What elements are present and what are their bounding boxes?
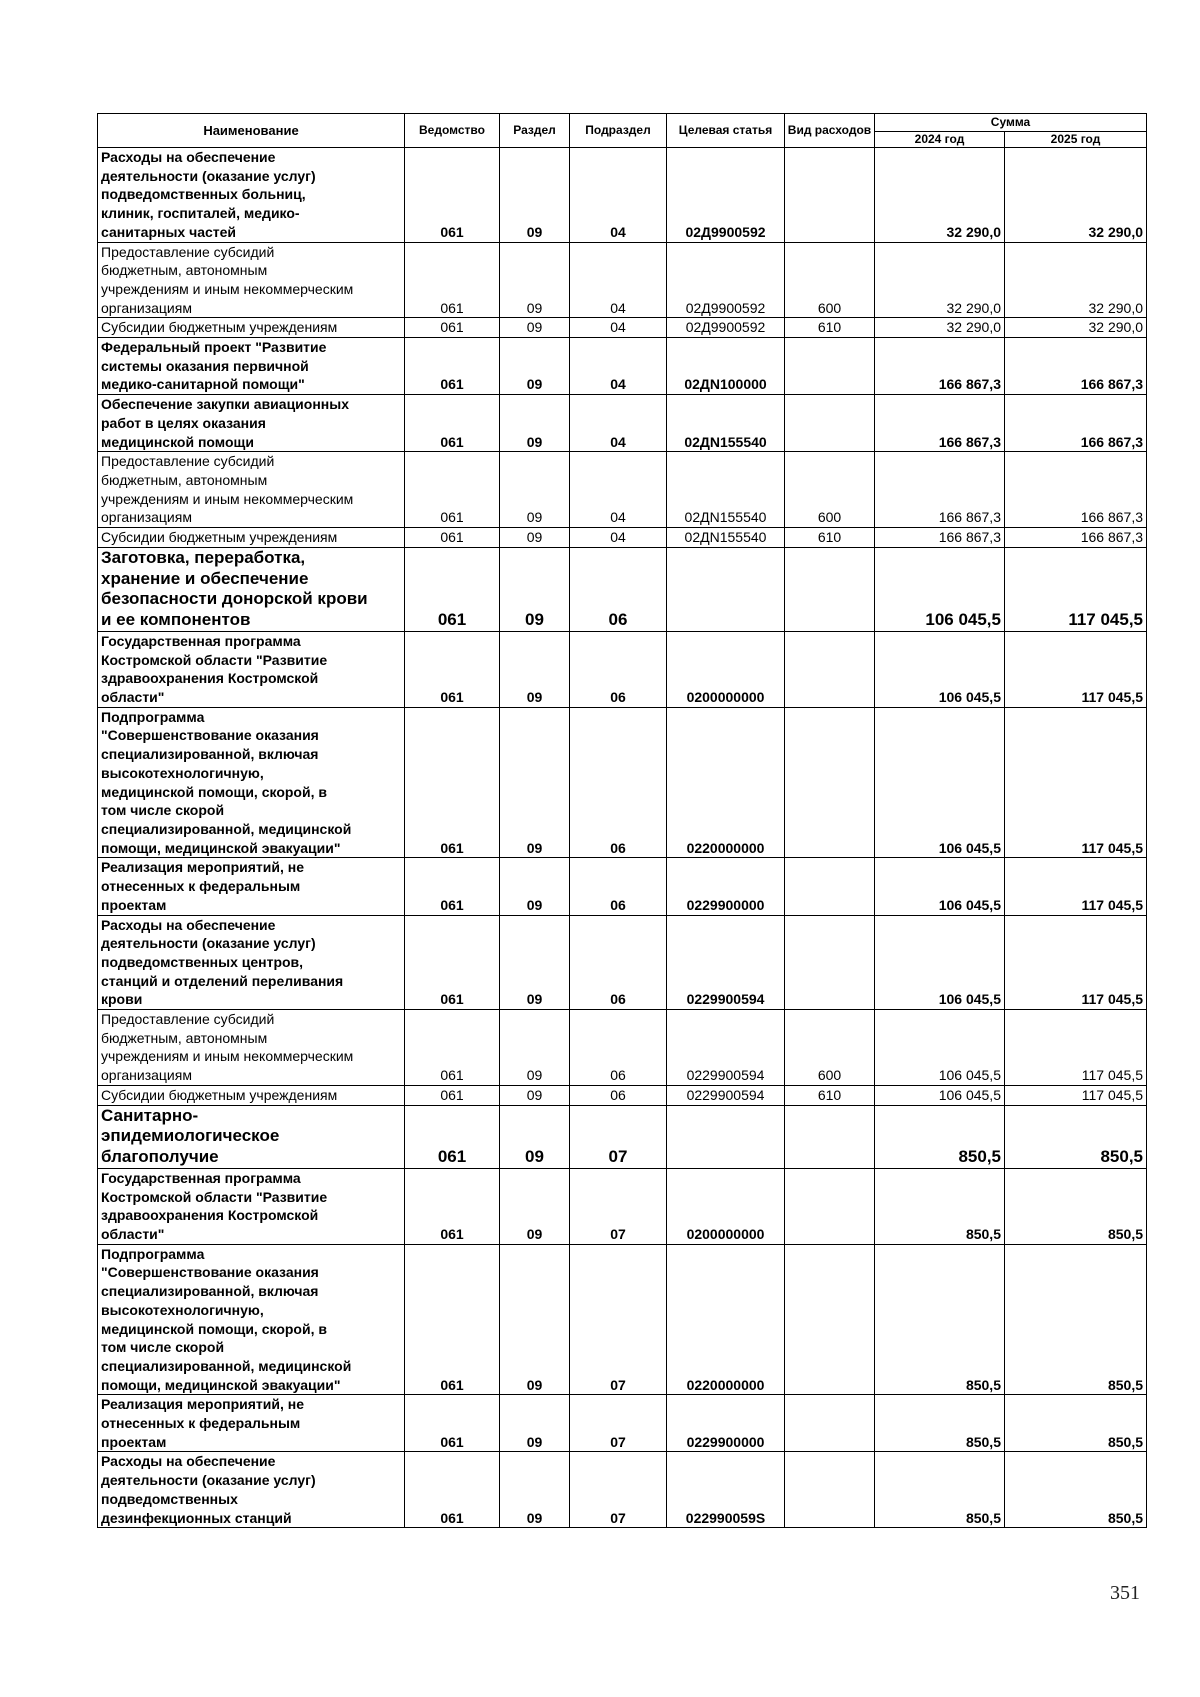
row-sum-2024: 32 290,0: [875, 148, 1005, 243]
row-subsection: 04: [570, 395, 667, 452]
row-sum-2024: 106 045,5: [875, 858, 1005, 915]
row-target: 0200000000: [667, 631, 785, 707]
row-subsection: 04: [570, 528, 667, 548]
row-section: 09: [500, 528, 570, 548]
row-subsection: 06: [570, 707, 667, 858]
row-kind: 600: [785, 1010, 875, 1086]
row-name: Предоставление субсидий бюджетным, автономным учреждениям и иным некоммерческим организациям: [98, 1010, 405, 1086]
row-subsection: 04: [570, 318, 667, 338]
row-name: Предоставление субсидий бюджетным, автономным учреждениям и иным некоммерческим организациям: [98, 452, 405, 528]
row-name: Субсидии бюджетным учреждениям: [98, 528, 405, 548]
row-dept: 061: [405, 547, 500, 631]
row-dept: 061: [405, 707, 500, 858]
row-kind: [785, 1395, 875, 1452]
row-dept: 061: [405, 915, 500, 1010]
row-sum-2025: 32 290,0: [1005, 318, 1147, 338]
row-section: 09: [500, 148, 570, 243]
table-row: [98, 1105, 1147, 1168]
row-dept: 061: [405, 318, 500, 338]
row-name: Подпрограмма "Совершенствование оказания специализированной, включая высокотехнологичную, медицинской помощи, скорой, в том числе скорой специализированной, медицинской помощи, медицинской эвакуации": [98, 1244, 405, 1395]
row-name: Санитарно- эпидемиологическое благополучие: [98, 1105, 405, 1168]
header-dept: Ведомство: [405, 114, 500, 148]
row-dept: 061: [405, 1244, 500, 1395]
row-sum-2024: 166 867,3: [875, 528, 1005, 548]
row-section: 09: [500, 242, 570, 318]
row-dept: 061: [405, 452, 500, 528]
row-dept: 061: [405, 338, 500, 395]
row-target: 0220000000: [667, 1244, 785, 1395]
row-kind: 610: [785, 1085, 875, 1105]
row-section: 09: [500, 1244, 570, 1395]
row-sum-2025: 166 867,3: [1005, 452, 1147, 528]
row-target: 02ДN155540: [667, 528, 785, 548]
row-sum-2024: 106 045,5: [875, 707, 1005, 858]
row-subsection: 06: [570, 1085, 667, 1105]
row-target: 02ДN155540: [667, 395, 785, 452]
table-row: [98, 1452, 1147, 1528]
row-kind: [785, 707, 875, 858]
row-sum-2025: 117 045,5: [1005, 631, 1147, 707]
row-dept: 061: [405, 395, 500, 452]
row-subsection: 06: [570, 858, 667, 915]
row-section: 09: [500, 547, 570, 631]
table-row: [98, 395, 1147, 452]
row-sum-2025: 850,5: [1005, 1168, 1147, 1244]
row-name: Предоставление субсидий бюджетным, автономным учреждениям и иным некоммерческим организациям: [98, 242, 405, 318]
table-row: [98, 1168, 1147, 1244]
row-name: Государственная программа Костромской области "Развитие здравоохранения Костромской области": [98, 1168, 405, 1244]
row-sum-2024: 106 045,5: [875, 1085, 1005, 1105]
row-sum-2025: 850,5: [1005, 1395, 1147, 1452]
row-sum-2024: 850,5: [875, 1452, 1005, 1528]
row-kind: [785, 1244, 875, 1395]
row-section: 09: [500, 338, 570, 395]
row-dept: 061: [405, 1395, 500, 1452]
row-target: 0229900000: [667, 858, 785, 915]
row-kind: [785, 631, 875, 707]
row-sum-2024: 32 290,0: [875, 242, 1005, 318]
header-target: Целевая статья: [667, 114, 785, 148]
row-subsection: 07: [570, 1244, 667, 1395]
header-2025: 2025 год: [1005, 132, 1147, 148]
table-header: [98, 114, 1147, 148]
row-name: Обеспечение закупки авиационных работ в целях оказания медицинской помощи: [98, 395, 405, 452]
row-sum-2024: 850,5: [875, 1244, 1005, 1395]
row-name: Заготовка, переработка, хранение и обеспечение безопасности донорской крови и ее компонентов: [98, 547, 405, 631]
row-target: 0229900594: [667, 1010, 785, 1086]
row-kind: [785, 148, 875, 243]
row-target: [667, 547, 785, 631]
row-dept: 061: [405, 1452, 500, 1528]
table-row: [98, 148, 1147, 243]
row-sum-2024: 166 867,3: [875, 452, 1005, 528]
row-name: Расходы на обеспечение деятельности (оказание услуг) подведомственных дезинфекционных станций: [98, 1452, 405, 1528]
row-name: Реализация мероприятий, не отнесенных к федеральным проектам: [98, 858, 405, 915]
row-kind: 610: [785, 318, 875, 338]
row-target: 02ДN155540: [667, 452, 785, 528]
row-section: 09: [500, 1105, 570, 1168]
row-kind: 610: [785, 528, 875, 548]
row-dept: 061: [405, 1105, 500, 1168]
page-number: 351: [1110, 1582, 1140, 1604]
row-kind: 600: [785, 452, 875, 528]
row-sum-2025: 117 045,5: [1005, 547, 1147, 631]
row-subsection: 04: [570, 452, 667, 528]
row-subsection: 04: [570, 148, 667, 243]
table-row: [98, 242, 1147, 318]
row-sum-2025: 117 045,5: [1005, 707, 1147, 858]
row-sum-2025: 117 045,5: [1005, 915, 1147, 1010]
row-sum-2024: 106 045,5: [875, 1010, 1005, 1086]
row-name: Субсидии бюджетным учреждениям: [98, 318, 405, 338]
row-target: 02Д9900592: [667, 318, 785, 338]
row-name: Субсидии бюджетным учреждениям: [98, 1085, 405, 1105]
row-dept: 061: [405, 1085, 500, 1105]
table-row: [98, 528, 1147, 548]
row-section: 09: [500, 452, 570, 528]
table-row: [98, 858, 1147, 915]
row-name: Подпрограмма "Совершенствование оказания специализированной, включая высокотехнологичную, медицинской помощи, скорой, в том числе скорой специализированной, медицинской помощи, медицинской эвакуации": [98, 707, 405, 858]
budget-table: [97, 113, 1147, 1528]
table-row: [98, 452, 1147, 528]
row-subsection: 06: [570, 915, 667, 1010]
header-kind: Вид расходов: [785, 114, 875, 148]
table-row: [98, 547, 1147, 631]
row-section: 09: [500, 1168, 570, 1244]
row-target: 0229900000: [667, 1395, 785, 1452]
table-row: [98, 1010, 1147, 1086]
table-row: [98, 707, 1147, 858]
row-name: Расходы на обеспечение деятельности (оказание услуг) подведомственных центров, станций и отделений переливания крови: [98, 915, 405, 1010]
row-sum-2024: 850,5: [875, 1168, 1005, 1244]
table-row: [98, 1395, 1147, 1452]
row-kind: [785, 915, 875, 1010]
row-kind: [785, 1105, 875, 1168]
row-sum-2025: 166 867,3: [1005, 395, 1147, 452]
row-kind: [785, 1168, 875, 1244]
row-subsection: 07: [570, 1452, 667, 1528]
row-kind: [785, 395, 875, 452]
row-name: Расходы на обеспечение деятельности (оказание услуг) подведомственных больниц, клиник, госпиталей, медико- санитарных частей: [98, 148, 405, 243]
row-subsection: 04: [570, 338, 667, 395]
row-sum-2025: 166 867,3: [1005, 338, 1147, 395]
row-dept: 061: [405, 631, 500, 707]
row-target: 0220000000: [667, 707, 785, 858]
row-name: Государственная программа Костромской области "Развитие здравоохранения Костромской области": [98, 631, 405, 707]
header-subsection: Подраздел: [570, 114, 667, 148]
row-target: 022990059S: [667, 1452, 785, 1528]
row-subsection: 06: [570, 1010, 667, 1086]
table-row: [98, 915, 1147, 1010]
row-dept: 061: [405, 1168, 500, 1244]
row-sum-2025: 117 045,5: [1005, 1085, 1147, 1105]
row-sum-2024: 850,5: [875, 1395, 1005, 1452]
row-target: 02Д9900592: [667, 148, 785, 243]
header-name: Наименование: [98, 114, 405, 148]
row-sum-2025: 850,5: [1005, 1105, 1147, 1168]
row-name: Федеральный проект "Развитие системы оказания первичной медико-санитарной помощи": [98, 338, 405, 395]
row-section: 09: [500, 1010, 570, 1086]
row-subsection: 04: [570, 242, 667, 318]
row-sum-2024: 850,5: [875, 1105, 1005, 1168]
row-target: 0229900594: [667, 1085, 785, 1105]
row-sum-2024: 106 045,5: [875, 915, 1005, 1010]
row-section: 09: [500, 1452, 570, 1528]
table-body: [98, 148, 1147, 1528]
row-sum-2024: 106 045,5: [875, 547, 1005, 631]
row-target: 02ДN100000: [667, 338, 785, 395]
row-subsection: 07: [570, 1168, 667, 1244]
row-target: [667, 1105, 785, 1168]
row-sum-2025: 32 290,0: [1005, 148, 1147, 243]
header-sum: Сумма: [875, 114, 1147, 132]
table-row: [98, 318, 1147, 338]
row-sum-2024: 166 867,3: [875, 338, 1005, 395]
row-subsection: 06: [570, 547, 667, 631]
header-2024: 2024 год: [875, 132, 1005, 148]
row-kind: 600: [785, 242, 875, 318]
row-sum-2025: 117 045,5: [1005, 858, 1147, 915]
row-subsection: 07: [570, 1105, 667, 1168]
row-sum-2025: 850,5: [1005, 1244, 1147, 1395]
row-dept: 061: [405, 242, 500, 318]
row-sum-2024: 106 045,5: [875, 631, 1005, 707]
row-target: 02Д9900592: [667, 242, 785, 318]
row-sum-2025: 850,5: [1005, 1452, 1147, 1528]
row-kind: [785, 547, 875, 631]
row-section: 09: [500, 318, 570, 338]
row-target: 0229900594: [667, 915, 785, 1010]
header-section: Раздел: [500, 114, 570, 148]
row-target: 0200000000: [667, 1168, 785, 1244]
row-dept: 061: [405, 148, 500, 243]
row-section: 09: [500, 395, 570, 452]
row-kind: [785, 338, 875, 395]
table-row: [98, 1244, 1147, 1395]
row-sum-2024: 166 867,3: [875, 395, 1005, 452]
row-section: 09: [500, 858, 570, 915]
row-section: 09: [500, 1085, 570, 1105]
row-section: 09: [500, 1395, 570, 1452]
row-sum-2025: 117 045,5: [1005, 1010, 1147, 1086]
row-dept: 061: [405, 1010, 500, 1086]
row-sum-2025: 166 867,3: [1005, 528, 1147, 548]
row-subsection: 06: [570, 631, 667, 707]
row-dept: 061: [405, 858, 500, 915]
row-section: 09: [500, 707, 570, 858]
row-sum-2025: 32 290,0: [1005, 242, 1147, 318]
row-kind: [785, 1452, 875, 1528]
row-dept: 061: [405, 528, 500, 548]
row-subsection: 07: [570, 1395, 667, 1452]
table-row: [98, 631, 1147, 707]
row-kind: [785, 858, 875, 915]
row-sum-2024: 32 290,0: [875, 318, 1005, 338]
table-row: [98, 1085, 1147, 1105]
row-name: Реализация мероприятий, не отнесенных к федеральным проектам: [98, 1395, 405, 1452]
row-section: 09: [500, 915, 570, 1010]
table-row: [98, 338, 1147, 395]
row-section: 09: [500, 631, 570, 707]
